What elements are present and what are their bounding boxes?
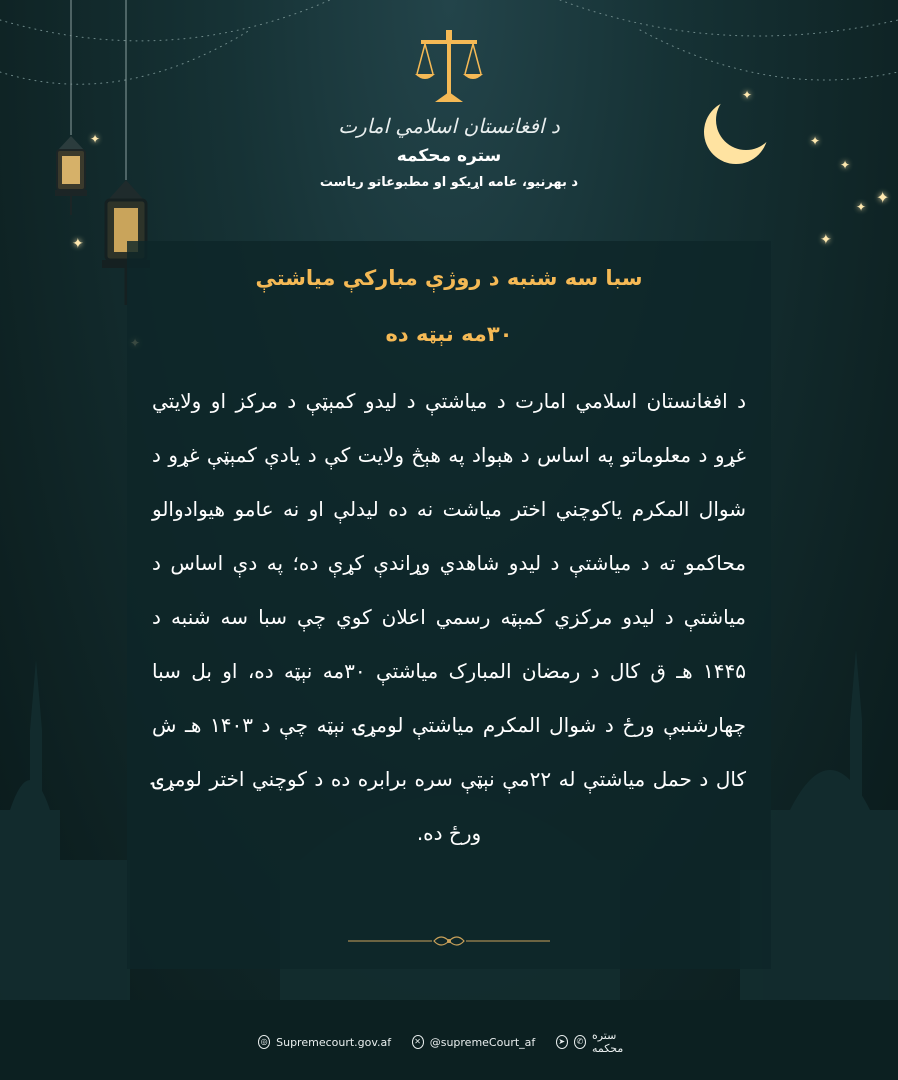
headline: سبا سه شنبه د روژې مبارکې میاشتې — [255, 266, 643, 290]
website-link[interactable]: Supremecourt.gov.af — [276, 1035, 392, 1049]
channel-name[interactable]: ستره محکمه — [591, 1029, 624, 1055]
whatsapp-icon: ✆ — [574, 1035, 586, 1049]
globe-icon: ◎ — [258, 1035, 270, 1049]
star-icon: ✦ — [90, 132, 101, 146]
star-icon: ✦ — [876, 188, 890, 207]
star-icon: ✦ — [840, 158, 851, 172]
scale-of-justice-icon — [413, 28, 485, 106]
star-icon: ✦ — [810, 134, 821, 148]
star-icon: ✦ — [742, 88, 753, 102]
star-icon: ✦ — [72, 236, 84, 252]
star-icon: ✦ — [820, 232, 832, 248]
telegram-icon: ➤ — [556, 1035, 568, 1049]
footer-contacts — [258, 1029, 642, 1055]
court-name: ستره محکمه — [396, 146, 502, 166]
ornament-divider — [348, 930, 550, 952]
department-name: د بهرنیو، عامه اړیکو او مطبوعاتو ریاست — [319, 175, 579, 190]
emblem-calligraphy: د افغانستان اسلامي امارت — [338, 114, 560, 138]
subheadline: ۳۰مه نېټه ده — [385, 322, 513, 346]
x-twitter-icon: ✕ — [412, 1035, 424, 1049]
star-icon: ✦ — [856, 200, 867, 214]
twitter-handle[interactable]: @supremeCourt_af — [429, 1035, 536, 1049]
announcement-body: د افغانستان اسلامي امارت د میاشتې د لیدو کمېټې د مرکز او ولایتي غړو د معلوماتو په اساس د هېواد په هېڅ ولایت کې د یادې کمېټې غړو د شوال المکرم یاکوچني اختر میاشت نه ده لیدلې او نه عامو هیوادوالو محاکمو ته د میاشتې د لیدو شاهدي وړاندې کړې ده؛ په دې اساس د میاشتې د لیدو مرکزي کمېټه رسمي اعلان کوي چې سبا سه شنبه د ۱۴۴۵ هـ ق کال د رمضان المبارک میاشتې ۳۰مه نېټه ده، او بل سبا چهارشنبې ورځ د شوال المکرم میاشتې لومړۍ نېټه چې د ۱۴۰۳ هـ ش کال د حمل میاشتې له ۲۲مې نېټې سره برابره ده د کوچني اختر لومړۍ ورځ ده. — [152, 389, 746, 845]
